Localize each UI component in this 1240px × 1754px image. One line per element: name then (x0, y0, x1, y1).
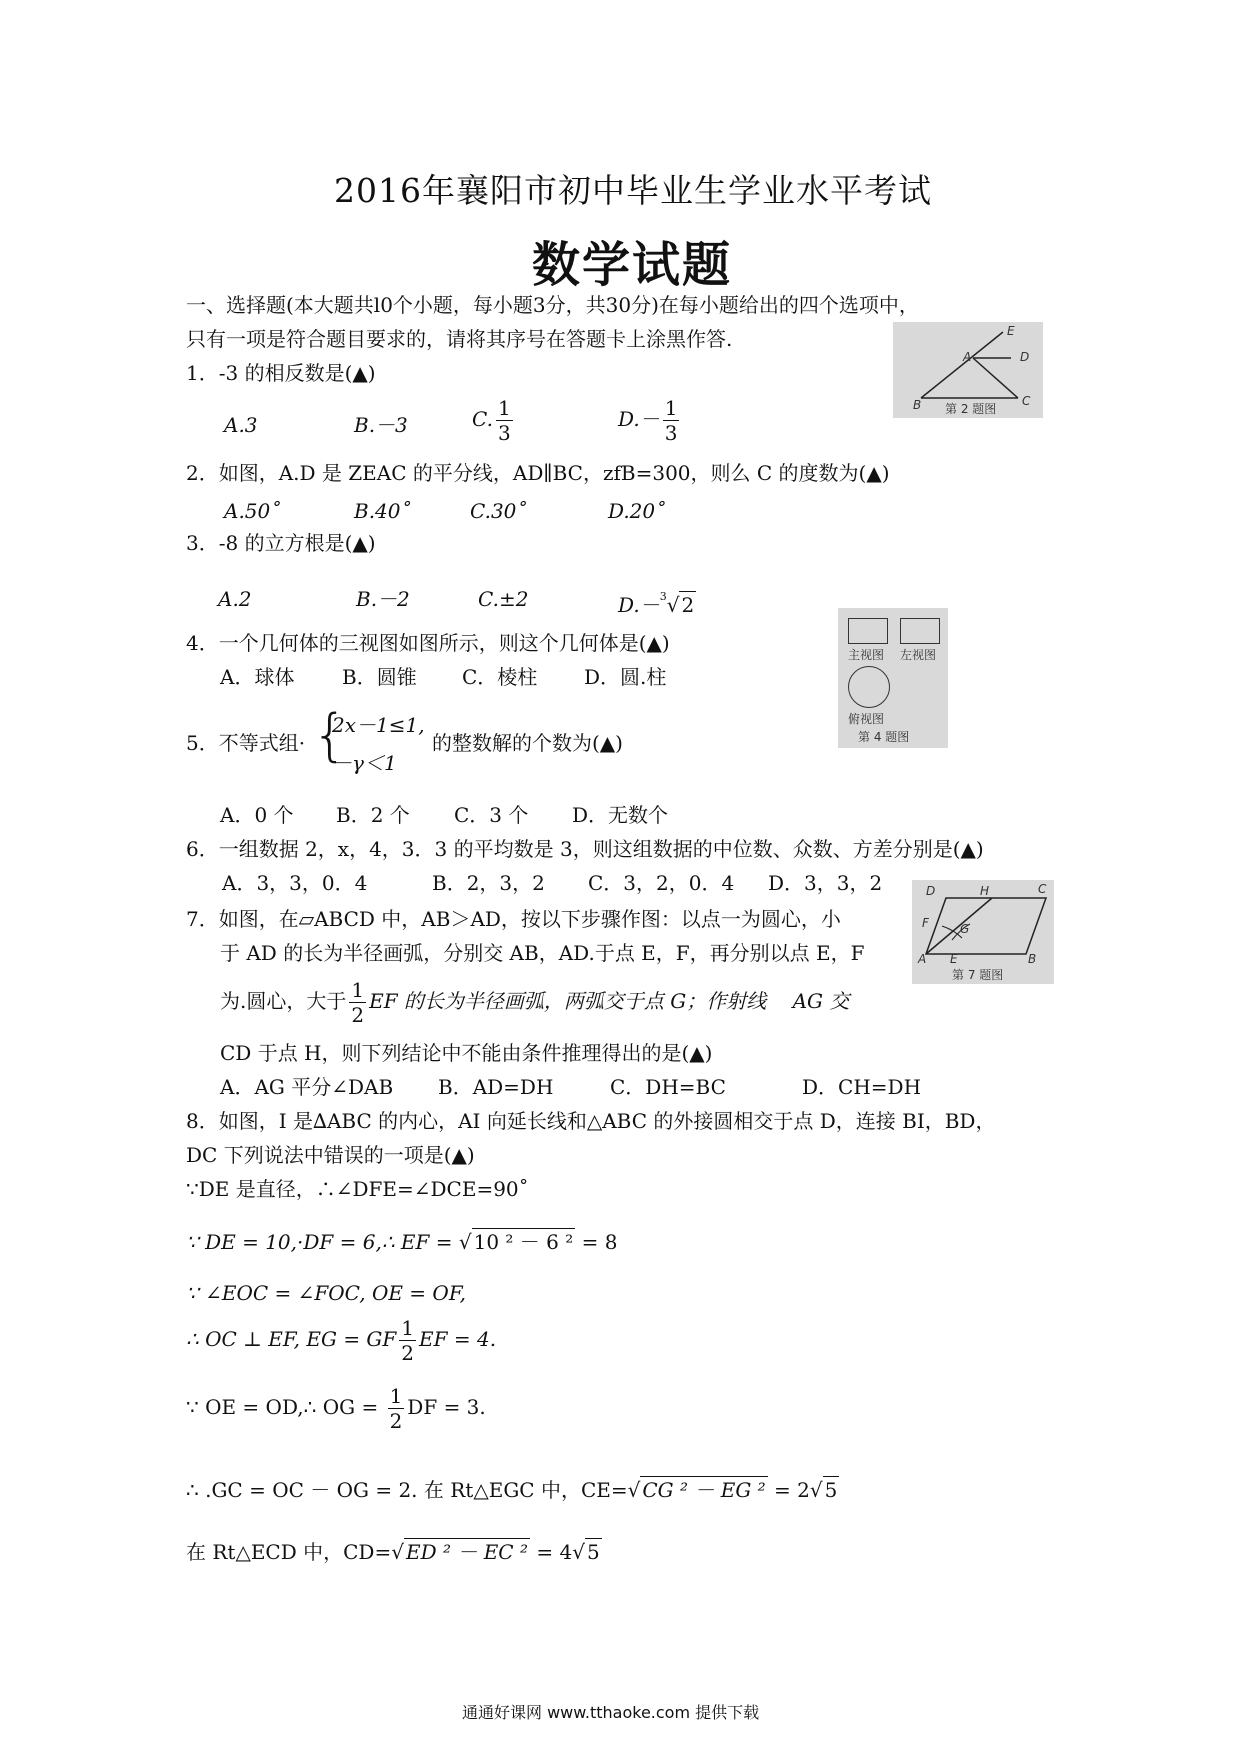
q3-option-b: B.－2 (356, 587, 410, 611)
step2-radicand: 10 ² － 6 ² (473, 1230, 574, 1254)
question-7-line3 (220, 978, 849, 1027)
step6-mid: = 2 (767, 1478, 810, 1502)
step6-radicand: CG ² － EG ² (642, 1478, 766, 1502)
fig2-label-e: E (1007, 324, 1015, 338)
step2-post: = 8 (575, 1230, 618, 1254)
section-intro-line1: 一、选择题(本大题共l0个小题，每小题3分，共30分)在每小题给出的四个选项中， (186, 293, 919, 317)
step6-radicand-2: 5 (824, 1478, 838, 1502)
q7-option-b: B．AD=DH (438, 1075, 554, 1099)
step7-mid: = 4 (530, 1540, 573, 1564)
q6-option-a: A．3，3，0．4 (222, 871, 368, 895)
step6-pre: ∴ .GC = OC － OG = 2. 在 Rt△EGC 中，CE= (186, 1478, 628, 1502)
fig2-caption: 第 2 题图 (945, 402, 997, 416)
fig7-label-f: F (922, 916, 929, 930)
q2-option-c: C.30˚ (470, 499, 527, 523)
section-intro-line2: 只有一项是符合题目要求的，请将其序号在答题卡上涂黑作答. (186, 327, 733, 351)
q7-line3-pre: 为.圆心，大于 (220, 989, 347, 1013)
question-7-figure (912, 880, 1054, 984)
fig4-caption: 第 4 题图 (858, 730, 910, 744)
question-1-stem: 1．-3 的相反数是(▲) (186, 361, 376, 385)
q3-option-c: C.±2 (478, 587, 529, 611)
question-5-prefix: 5．不等式组· (186, 731, 306, 755)
fig4-front-label: 主视图 (848, 648, 885, 662)
question-2-stem: 2．如图，A.D 是 ZEAC 的平分线，AD∥BC，zfB=300，则么 C 的度数为(▲) (186, 461, 890, 485)
solution-step-6: ∴ .GC = OC － OG = 2. 在 Rt△EGC 中，CE=√ CG ² － EG ² = 2√ 5 (186, 1478, 838, 1502)
q3-option-d-prefix: D.－ (618, 593, 660, 617)
q1-c-denominator: 3 (497, 421, 511, 445)
solution-step-5 (186, 1384, 486, 1433)
fig7-label-c: C (1038, 882, 1047, 896)
fig7-label-e: E (950, 952, 958, 966)
question-7-line2: 于 AD 的长为半径画弧，分别交 AB，AD.于点 E，F，再分别以点 E，F (220, 941, 865, 965)
step7-pre: 在 Rt△ECD 中，CD= (186, 1540, 392, 1564)
step5-post: DF = 3. (407, 1395, 486, 1419)
q1-option-c-prefix: C. (472, 407, 493, 431)
q7-fraction-numerator: 1 (351, 978, 365, 1002)
q1-option-d-prefix: D.－ (618, 407, 660, 431)
q1-option-a: A.3 (224, 413, 258, 437)
question-8-line2: DC 下列说法中错误的一项是(▲) (186, 1143, 475, 1167)
fig7-label-d: D (926, 884, 936, 898)
step4-post: EF = 4. (419, 1327, 497, 1351)
solution-step-7: 在 Rt△ECD 中，CD=√ ED ² － EC ² = 4√ 5 (186, 1540, 600, 1564)
question-7-line4: CD 于点 H，则下列结论中不能由条件推理得出的是(▲) (220, 1041, 713, 1065)
brace-icon: { (312, 703, 348, 768)
q6-option-d: D．3，3，2 (768, 871, 883, 895)
step5-numerator: 1 (389, 1384, 403, 1408)
q2-option-d: D.20˚ (608, 499, 666, 523)
question-4-stem: 4．一个几何体的三视图如图所示，则这个几何体是(▲) (186, 631, 670, 655)
q3-option-a: A.2 (218, 587, 252, 611)
step4-denominator: 2 (401, 1341, 415, 1365)
side-view-rect (900, 618, 940, 644)
fig7-label-a: A (918, 952, 927, 966)
exam-subtitle: 数学试题 (532, 237, 733, 293)
q1-d-numerator: 1 (664, 396, 678, 420)
fig4-side-label: 左视图 (900, 648, 937, 662)
q4-option-b: B．圆锥 (342, 665, 417, 689)
q6-option-c: C．3，2，0．4 (588, 871, 735, 895)
footer-credit: 通通好课网 www.tthaoke.com 提供下载 (462, 1703, 760, 1722)
exam-title: 2016年襄阳市初中毕业生学业水平考试 (334, 171, 932, 210)
fig7-label-h: H (980, 884, 990, 898)
q2-option-b: B.40˚ (354, 499, 411, 523)
question-6-stem: 6．一组数据 2，x，4，3．3 的平均数是 3，则这组数据的中位数、众数、方差分别是(▲) (186, 837, 984, 861)
fig7-label-g: G (960, 922, 970, 936)
q6-option-b: B．2，3，2 (432, 871, 545, 895)
q2-option-a: A.50˚ (224, 499, 281, 523)
q3-root-index: 3 (659, 590, 667, 603)
fig4-top-label: 俯视图 (848, 712, 885, 726)
step7-radicand-2: 5 (586, 1540, 600, 1564)
step2-pre: ∵ DE = 10,·DF = 6,∴ EF = (186, 1230, 459, 1254)
solution-step-2: ∵ DE = 10,·DF = 6,∴ EF = √ 10 ² － 6 ² = 8 (186, 1230, 618, 1254)
q5-inequality-1: 2x－1≤1, (332, 713, 425, 737)
q1-option-c (472, 396, 516, 445)
q1-option-d (618, 396, 682, 445)
solution-step-3: ∵ ∠EOC = ∠FOC, OE = OF, (186, 1281, 466, 1305)
q7-line3-post: EF 的长为半径画弧，两弧交于点 G；作射线 AG 交 (369, 989, 850, 1013)
q5-option-c: C．3 个 (454, 803, 529, 827)
top-view-circle-icon (848, 666, 890, 708)
q7-fraction-denominator: 2 (351, 1003, 365, 1027)
q3-option-d: D.－$^3$√ 2 (618, 590, 695, 617)
fig7-label-b: B (1028, 952, 1037, 966)
q5-option-b: B．2 个 (336, 803, 410, 827)
q7-option-a: A．AG 平分∠DAB (220, 1075, 394, 1099)
fig7-caption: 第 7 题图 (952, 968, 1004, 982)
solution-step-1: ∵DE 是直径，∴∠DFE=∠DCE=90˚ (186, 1177, 529, 1201)
question-2-figure (893, 322, 1043, 418)
step7-radicand: ED ² － EC ² (405, 1540, 528, 1564)
question-3-stem: 3．-8 的立方根是(▲) (186, 531, 376, 555)
q7-option-d: D．CH=DH (802, 1075, 922, 1099)
solution-step-4 (186, 1316, 496, 1365)
q7-option-c: C．DH=BC (610, 1075, 726, 1099)
step4-numerator: 1 (401, 1316, 415, 1340)
q4-option-c: C．棱柱 (462, 665, 538, 689)
step4-pre: ∴ OC ⊥ EF, EG = GF (186, 1327, 397, 1351)
q5-option-a: A．0 个 (220, 803, 294, 827)
fig2-label-c: C (1022, 394, 1031, 408)
fig2-label-d: D (1020, 350, 1030, 364)
step5-pre: ∵ OE = OD,∴ OG = (186, 1395, 385, 1419)
question-4-figure (838, 608, 948, 748)
q1-c-numerator: 1 (497, 396, 511, 420)
q1-option-b: B.－3 (354, 413, 408, 437)
question-8-line1: 8．如图，I 是∆ABC 的内心，AI 向延长线和△ABC 的外接圆相交于点 D，连接 BI，BD， (186, 1109, 996, 1133)
q1-d-denominator: 3 (664, 421, 678, 445)
q3-radicand: 2 (681, 593, 695, 617)
fig2-label-a: A (963, 350, 972, 364)
fig2-label-b: B (913, 398, 922, 412)
question-7-line1: 7．如图，在▱ABCD 中，AB＞AD，按以下步骤作图：以点一为圆心，小 (186, 907, 841, 931)
question-5-suffix: 的整数解的个数为(▲) (432, 731, 623, 755)
q5-option-d: D．无数个 (572, 803, 669, 827)
q4-option-d: D．圆.柱 (584, 665, 667, 689)
q4-option-a: A．球体 (220, 665, 295, 689)
q5-inequality-2: －γ＜1 (332, 751, 397, 775)
front-view-rect (848, 618, 888, 644)
step5-denominator: 2 (389, 1409, 403, 1433)
